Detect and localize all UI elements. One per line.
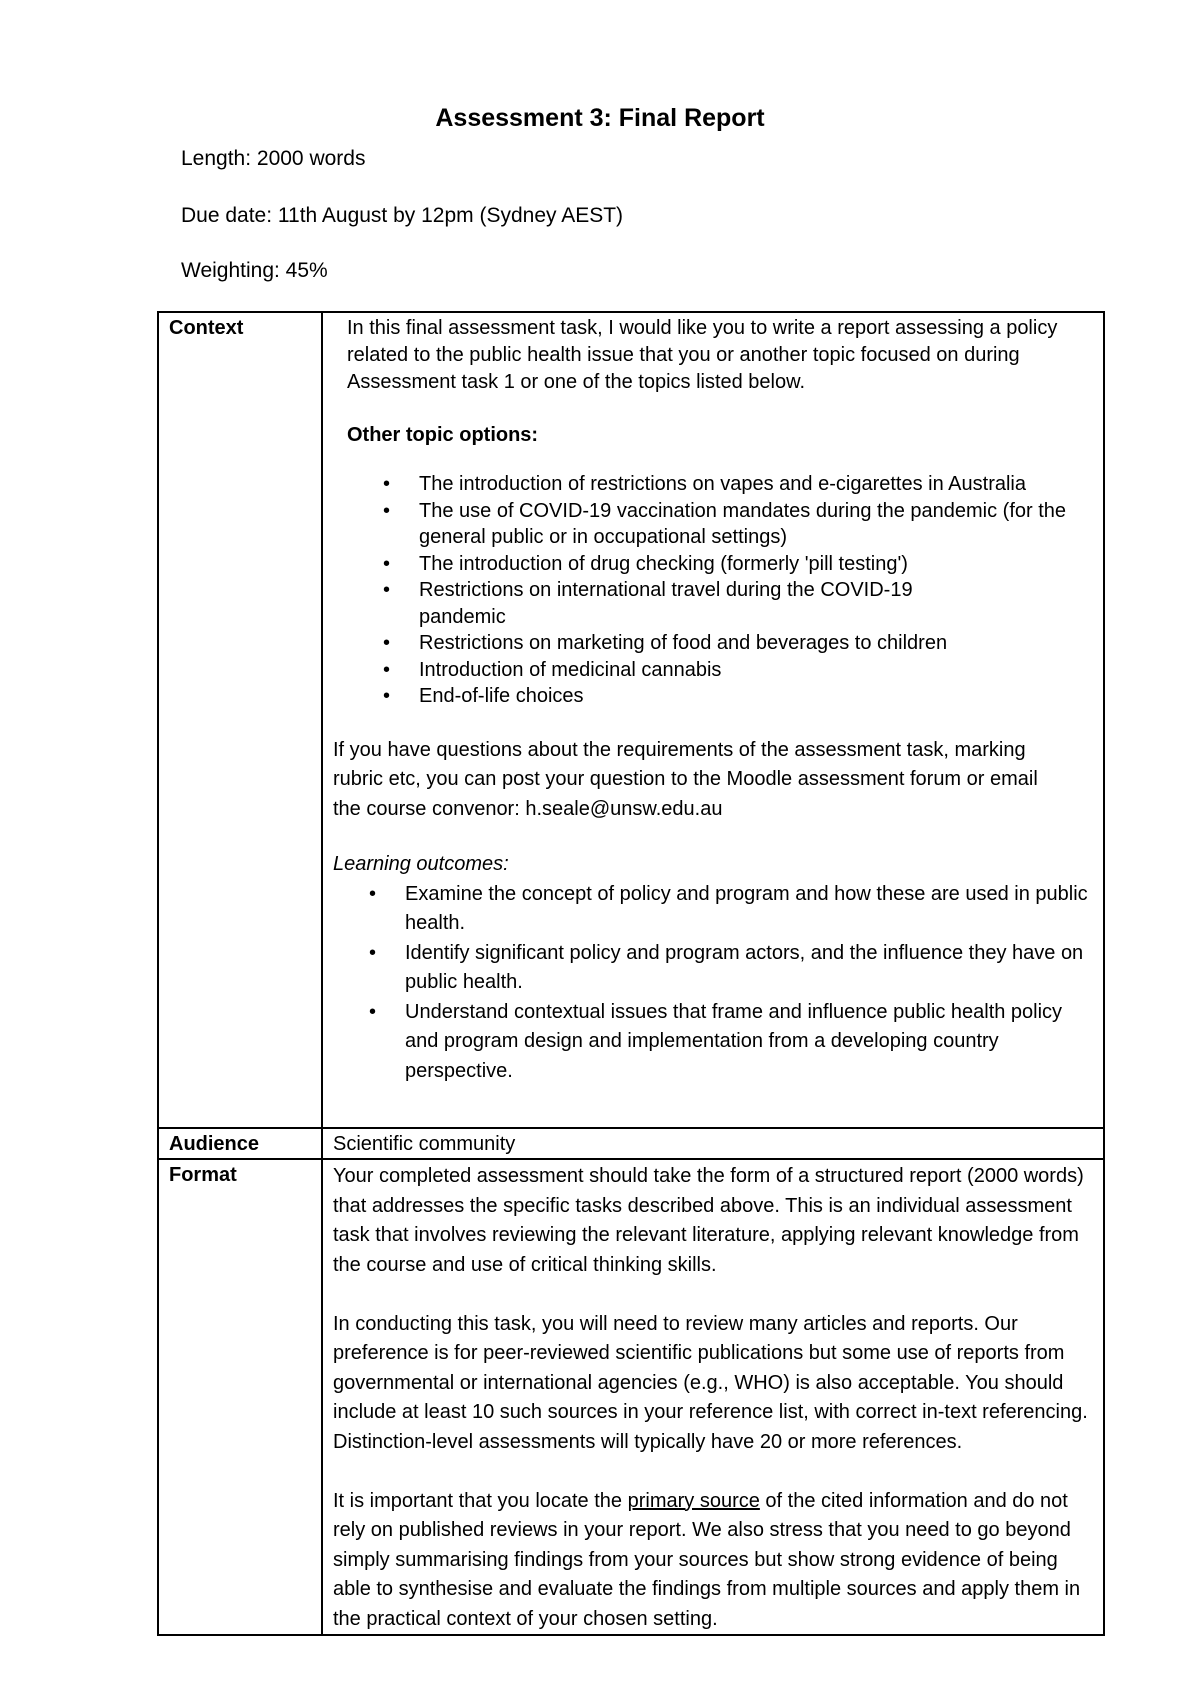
bullet-icon: • — [383, 473, 391, 495]
primary-source-text: primary source — [627, 1489, 760, 1512]
context-row — [158, 312, 1104, 1128]
list-item: • The use of COVID-19 vaccination mandates during the pandemic (for the general public or in occupational settings) — [383, 499, 1067, 548]
list-item: • Restrictions on marketing of food and beverages to children — [333, 630, 1103, 657]
topics-list — [333, 471, 1103, 710]
audience-row — [158, 1128, 1104, 1159]
format-label: Format — [158, 1159, 322, 1635]
outcomes-list — [333, 880, 1103, 1087]
bullet-icon: • — [383, 685, 391, 707]
list-item: • Restrictions on international travel during the COVID-19 pandemic — [383, 579, 913, 628]
context-label: Context — [158, 312, 322, 1128]
bullet-icon: • — [369, 1000, 377, 1023]
contact-paragraph: If you have questions about the requirements of the assessment task, marking rubric etc, you can post your question to the Moodle assessment forum or email the course convenor: h.seale@unsw.edu.au — [333, 738, 1038, 820]
audience-label: Audience — [158, 1128, 322, 1159]
list-item: • The introduction of drug checking (formerly 'pill testing') — [333, 551, 1103, 578]
learning-outcomes-title: Learning outcomes: — [333, 853, 509, 875]
bullet-icon: • — [383, 499, 391, 522]
format-row — [158, 1159, 1104, 1635]
context-cell — [322, 312, 1104, 1128]
topics-heading: Other topic options: — [347, 424, 539, 446]
bullet-icon: • — [383, 579, 391, 601]
format-paragraph-2: In conducting this task, you will need to review many articles and reports. Our preference is for peer-reviewed scientific publications but some use of reports from governmental or international agencies (e.g., WHO) is also acceptable. You should include at least 10 such sources in your reference list, with correct in-text referencing. Distinction-level assessments will typically have 20 or more references. — [333, 1312, 1088, 1453]
page-title: Assessment 3: Final Report — [435, 104, 765, 132]
length-text: Length: 2000 words — [181, 147, 366, 170]
list-item: • Identify significant policy and program actors, and the influence they have on public health. — [333, 939, 1103, 998]
bullet-icon: • — [369, 882, 377, 905]
bullet-icon: • — [383, 552, 391, 575]
format-paragraph-3: It is important that you locate the primary source of the cited information and do not rely on published reviews in your report. We also stress that you need to go beyond simply summarising findings from your sources but show strong evidence of being able to synthesise and evaluate the findings from multiple sources and apply them in the practical context of your chosen setting. — [333, 1489, 1081, 1630]
bullet-icon: • — [383, 658, 391, 681]
bullet-icon: • — [383, 632, 391, 654]
format-cell — [322, 1159, 1104, 1635]
due-date-text: Due date: 11th August by 12pm (Sydney AEST) — [181, 204, 624, 227]
list-item: • Introduction of medicinal cannabis — [333, 657, 1103, 684]
assessment-table — [157, 311, 1105, 1636]
audience-value: Scientific community — [322, 1128, 1104, 1159]
list-item: • End-of-life choices — [333, 683, 1103, 710]
bullet-icon: • — [369, 941, 377, 964]
list-item: • The introduction of restrictions on vapes and e-cigarettes in Australia — [333, 471, 1103, 498]
list-item: • Understand contextual issues that frame and influence public health policy and program design and implementation from a developing country perspective. — [333, 998, 1103, 1087]
weighting-text: Weighting: 45% — [181, 259, 328, 282]
list-item: • Examine the concept of policy and program and how these are used in public health. — [333, 880, 1103, 939]
format-paragraph-1: Your completed assessment should take the form of a structured report (2000 words) that addresses the specific tasks described above. This is an individual assessment task that involves reviewing the relevant literature, applying relevant knowledge from the course and use of critical thinking skills. — [333, 1165, 1084, 1276]
context-intro: In this final assessment task, I would like you to write a report assessing a policy related to the public health issue that you or another topic focused on during Assessment task 1 or one of the topics listed below. — [347, 317, 1058, 393]
